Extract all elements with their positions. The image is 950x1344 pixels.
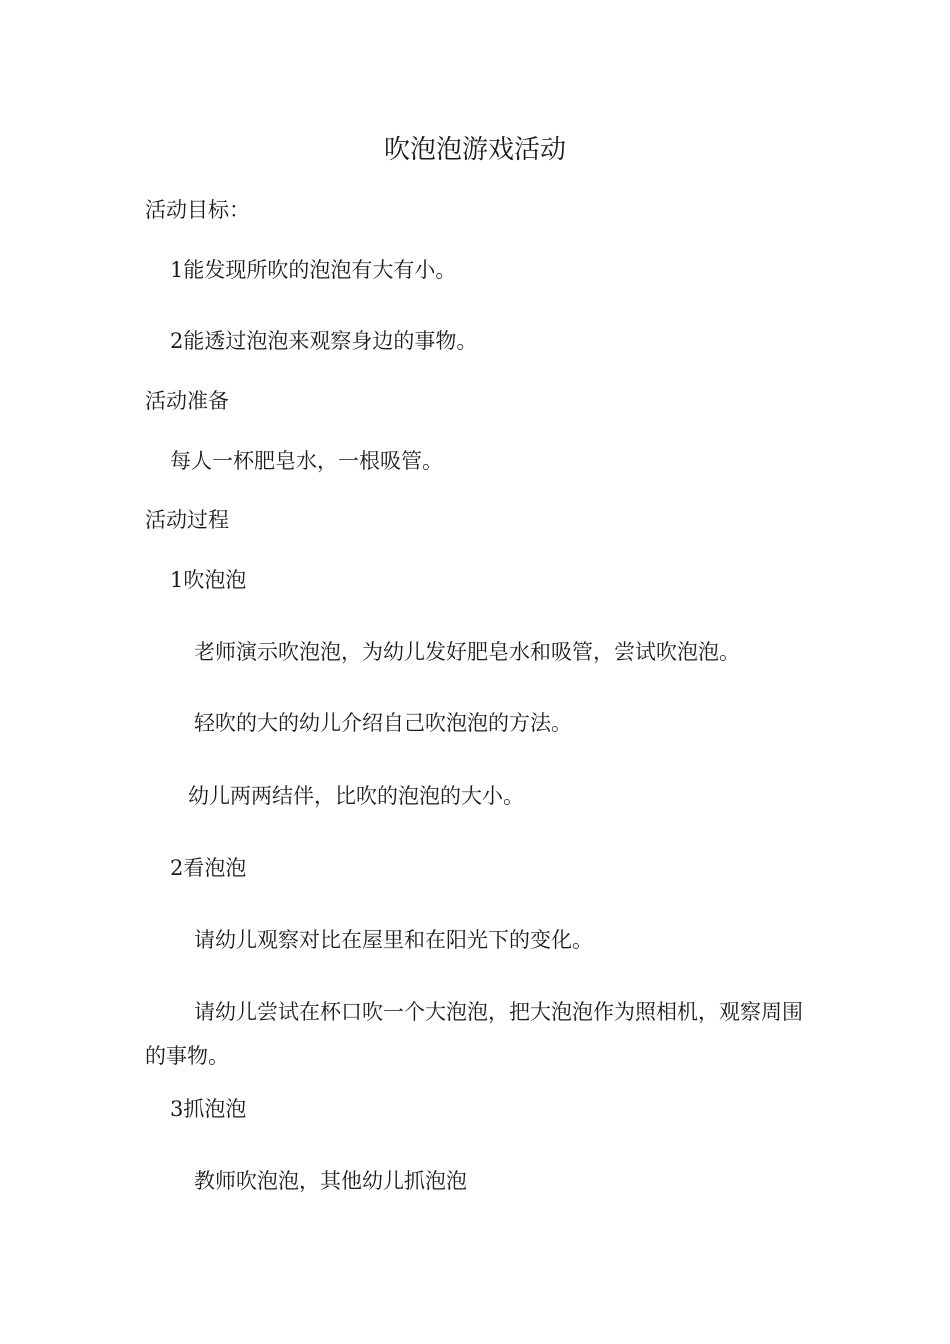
goal-item-2: 2能透过泡泡来观察身边的事物。 xyxy=(170,329,478,353)
step-2-detail-1: 请幼儿观察对比在屋里和在阳光下的变化。 xyxy=(194,928,593,952)
section-heading-process: 活动过程 xyxy=(145,508,229,532)
preparation-text: 每人一杯肥皂水，一根吸管。 xyxy=(170,449,443,473)
step-heading-3: 3抓泡泡 xyxy=(170,1097,247,1121)
goal-item-1: 1能发现所吹的泡泡有大有小。 xyxy=(170,258,457,282)
step-1-detail-2: 轻吹的大的幼儿介绍自己吹泡泡的方法。 xyxy=(194,711,572,735)
step-1-detail-1: 老师演示吹泡泡，为幼儿发好肥皂水和吸管，尝试吹泡泡。 xyxy=(194,640,740,664)
step-3-detail-1: 教师吹泡泡，其他幼儿抓泡泡 xyxy=(194,1169,467,1193)
step-1-detail-3: 幼儿两两结伴，比吹的泡泡的大小。 xyxy=(188,784,524,808)
step-heading-2: 2看泡泡 xyxy=(170,856,247,880)
section-heading-goals: 活动目标： xyxy=(145,198,250,222)
section-heading-preparation: 活动准备 xyxy=(145,389,229,413)
step-heading-1: 1吹泡泡 xyxy=(170,568,247,592)
document-title: 吹泡泡游戏活动 xyxy=(383,135,566,165)
step-2-detail-2: 请幼儿尝试在杯口吹一个大泡泡，把大泡泡作为照相机，观察周围的事物。 xyxy=(145,1000,803,1068)
